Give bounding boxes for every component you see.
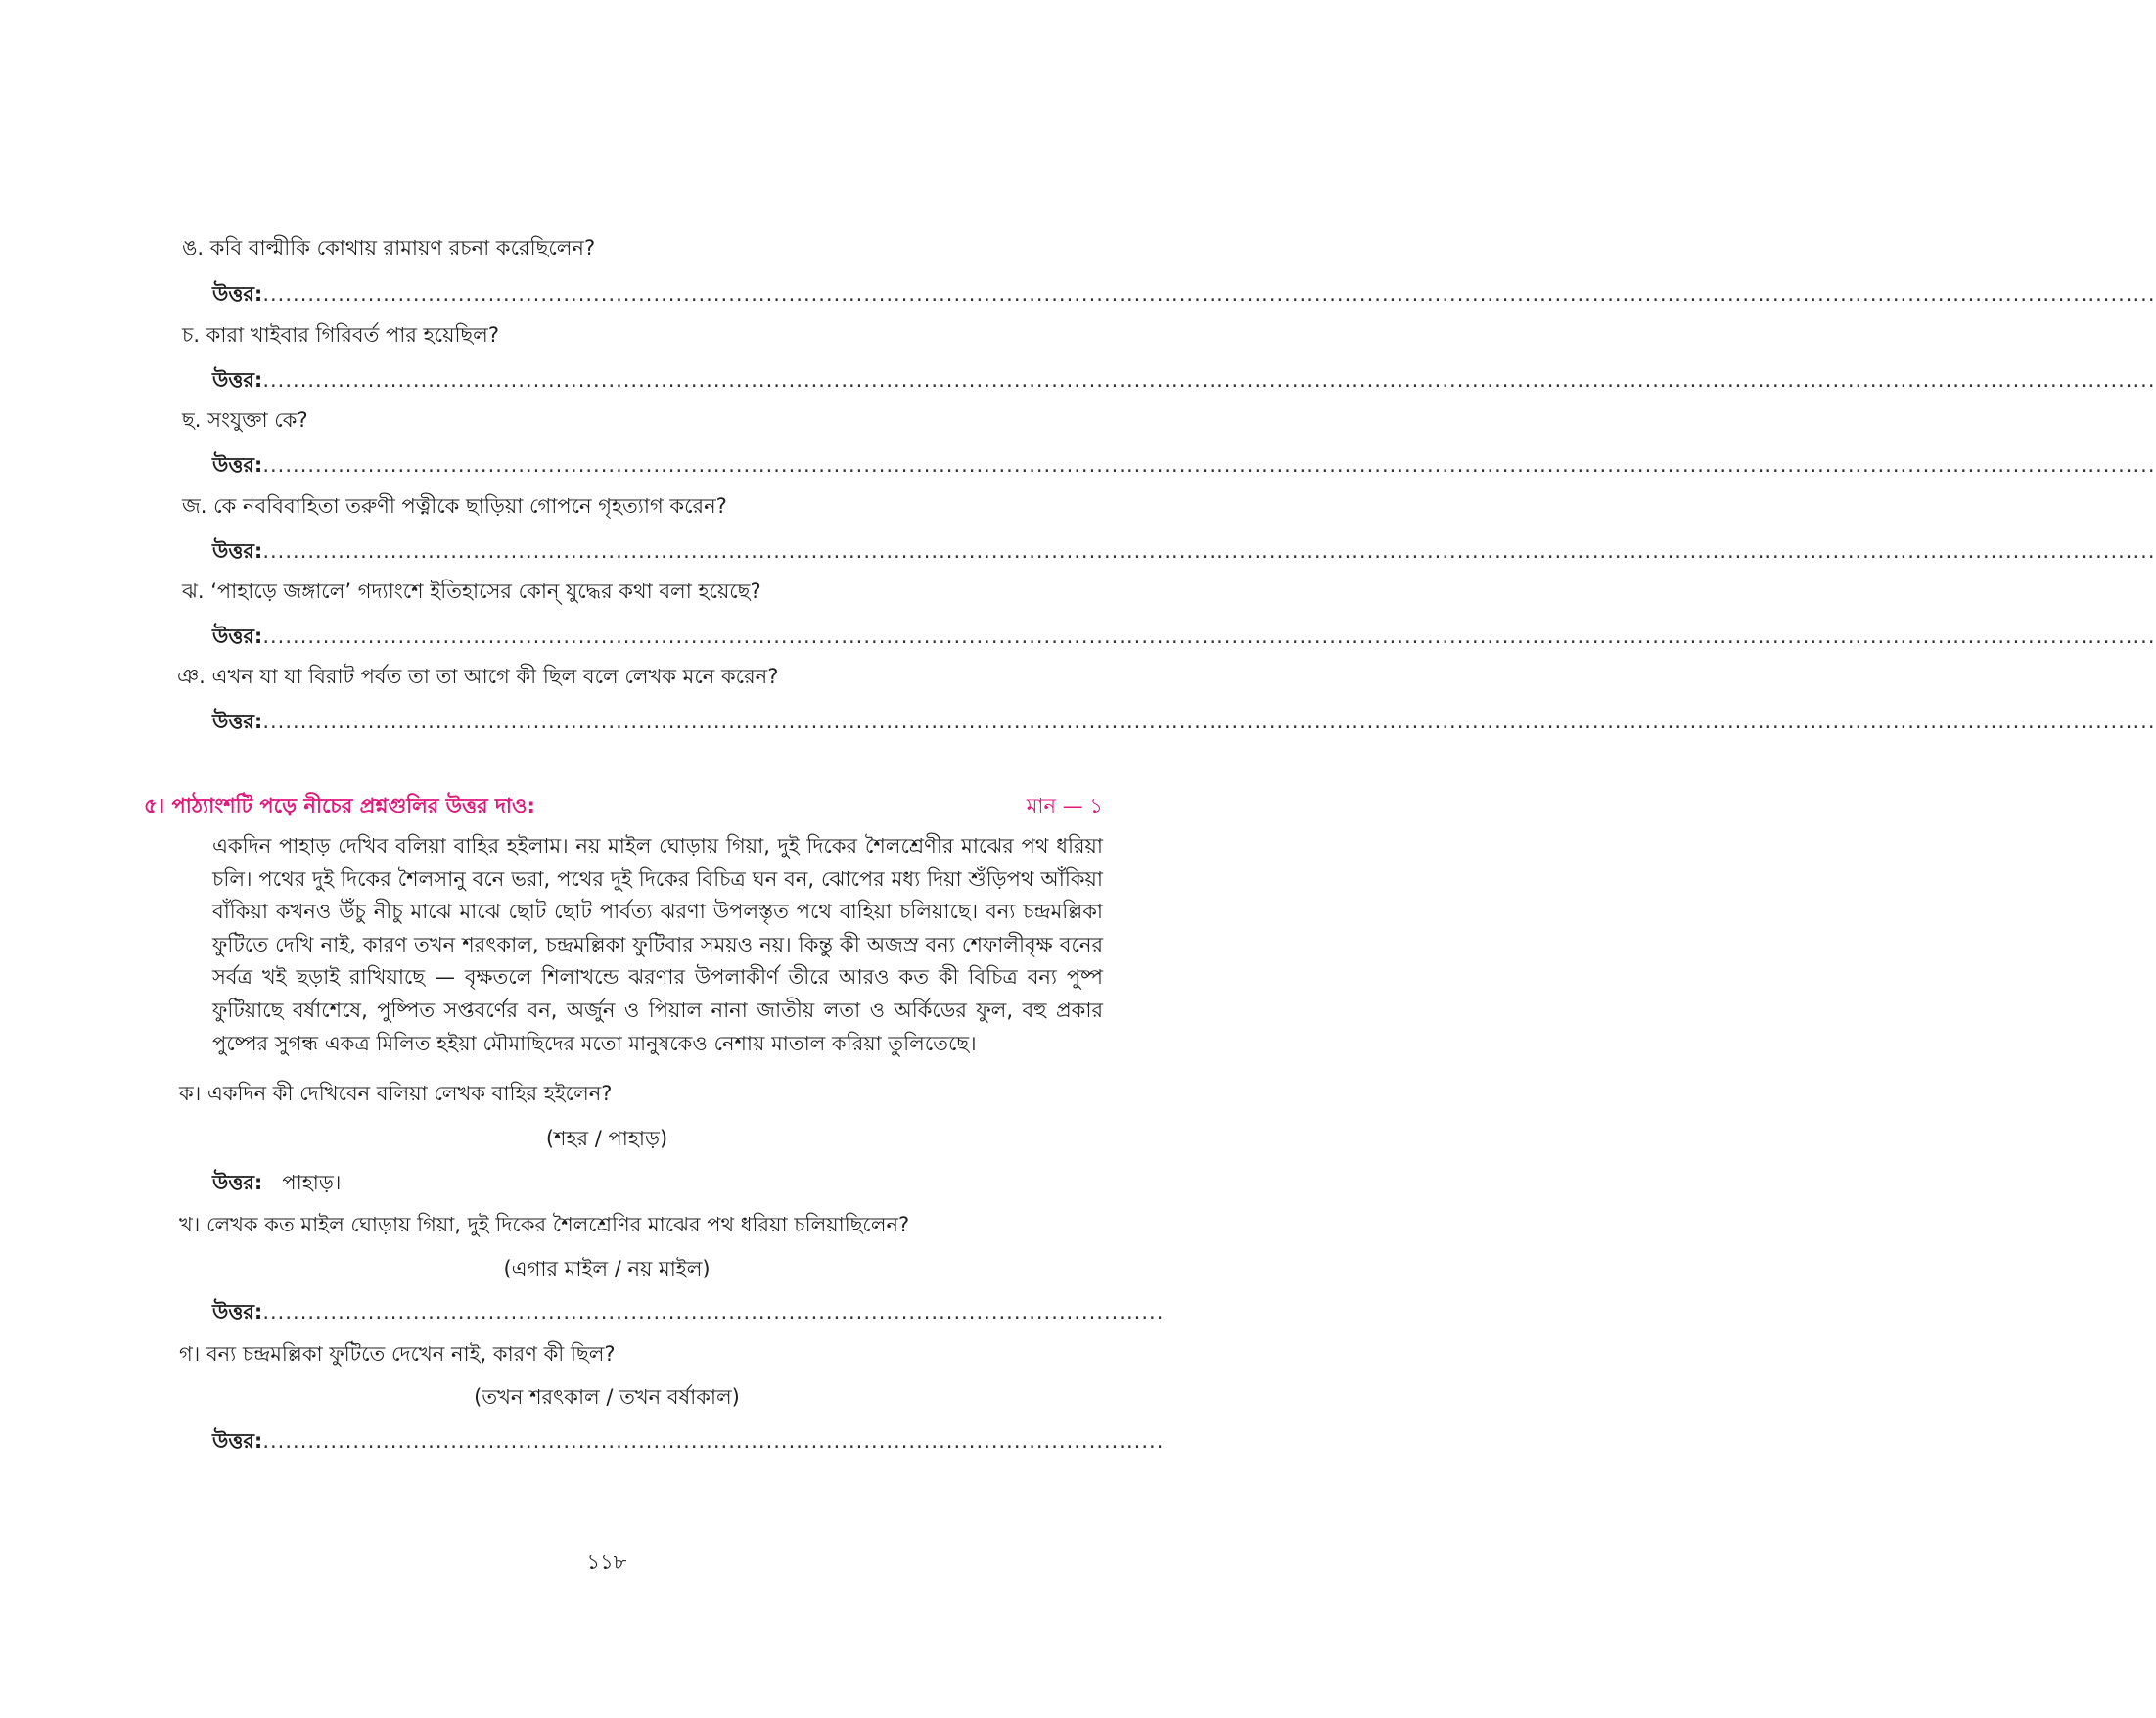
choice-options: (তখন শরৎকাল / তখন বর্ষাকাল) bbox=[474, 1385, 740, 1409]
answer-label: উত্তর: bbox=[212, 1300, 263, 1323]
answer-label: উত্তর: bbox=[212, 1171, 263, 1194]
answer-line bbox=[212, 536, 2156, 566]
question-nya: ঞ. এখন যা যা বিরাট পর্বত তা তা আগে কী ছিল বলে লেখক মনে করেন? bbox=[177, 665, 779, 688]
reading-passage: একদিন পাহাড় দেখিব বলিয়া বাহির হইলাম। নয় মাইল ঘোড়ায় গিয়া, দুই দিকের শৈলশ্রেণীর মাঝের পথ ধরিয়া চলি। পথের দুই দিকের শৈলসানু বনে ভরা, পথের দুই দিকের বিচিত্র ঘন বন, ঝোপের মধ্য দিয়া শুঁড়িপথ আঁকিয়া বাঁকিয়া কখনও উঁচু নীচু মাঝে মাঝে ছোট ছোট পার্বত্য ঝরণা উপলস্তৃত পথে বাহিয়া চলিয়াছে। বন্য চন্দ্রমল্লিকা ফুটিতে দেখি নাই, কারণ তখন শরৎকাল, চন্দ্রমল্লিকা ফুটিবার সময়ও নয়। কিন্তু কী অজস্র বন্য শেফালীবৃক্ষ বনের সর্বত্র খই ছড়াই রাখিয়াছে — বৃক্ষতলে শিলাখন্ডে ঝরণার উপলাকীর্ণ তীরে আরও কত কী বিচিত্র বন্য পুষ্প ফুটিয়াছে বর্ষাশেষে, পুষ্পিত সপ্তবর্ণের বন, অর্জুন ও পিয়াল নানা জাতীয় লতা ও অর্কিডের ফুল, বহু প্রকার পুষ্পের সুগন্ধ একত্র মিলিত হইয়া মৌমাছিদের মতো মানুষকেও নেশায় মাতাল করিয়া তুলিতেছে। bbox=[212, 834, 1103, 1055]
marks-label: মান — ১ bbox=[1026, 794, 1103, 817]
answer-label: উত্তর: bbox=[212, 539, 263, 563]
choice-options: (এগার মাইল / নয় মাইল) bbox=[503, 1257, 711, 1280]
answer-line bbox=[212, 622, 2156, 651]
answer-label: উত্তর: bbox=[212, 453, 263, 477]
question-ja: জ. কে নববিবাহিতা তরুণী পত্নীকে ছাড়িয়া গোপনে গৃহত্যাগ করেন? bbox=[182, 494, 727, 518]
answer-line bbox=[212, 1297, 1165, 1326]
page-number: ১১৮ bbox=[586, 1551, 627, 1574]
section-heading bbox=[144, 790, 1103, 821]
answer-value: পাহাড়। bbox=[282, 1171, 342, 1194]
answer-label: উত্তর: bbox=[212, 625, 263, 648]
answer-label: উত্তর: bbox=[212, 282, 263, 305]
answer-dots[interactable]: ............................................................................................................................................................................................................................................................ bbox=[262, 282, 2156, 305]
answer-line bbox=[212, 707, 2156, 736]
answer-dots[interactable]: ............................................................................................................................................................................................................................................................ bbox=[262, 710, 2156, 733]
question-ka: ক। একদিন কী দেখিবেন বলিয়া লেখক বাহির হইলেন? bbox=[179, 1082, 613, 1105]
answer-label: উত্তর: bbox=[212, 710, 263, 733]
answer-line bbox=[212, 279, 2156, 308]
question-cha: চ. কারা খাইবার গিরিবর্ত পার হয়েছিল? bbox=[182, 323, 499, 347]
answer-label: উত্তর: bbox=[212, 1429, 263, 1453]
question-ga: গ। বন্য চন্দ্রমল্লিকা ফুটিতে দেখেন নাই, কারণ কী ছিল? bbox=[179, 1342, 616, 1366]
question-nga: ঙ. কবি বাল্মীকি কোথায় রামায়ণ রচনা করেছিলেন? bbox=[182, 236, 596, 259]
answer-dots[interactable]: ............................................................................................................................................................................................................................................................ bbox=[262, 453, 2156, 477]
choice-options: (শহর / পাহাড়) bbox=[545, 1127, 668, 1150]
answer-dots[interactable]: ............................................................................................................................................................................................................................................................ bbox=[262, 368, 2156, 392]
question-kha: খ। লেখক কত মাইল ঘোড়ায় গিয়া, দুই দিকের শৈলশ্রেণির মাঝের পথ ধরিয়া চলিয়াছিলেন? bbox=[179, 1213, 910, 1236]
answer-line bbox=[212, 450, 2156, 480]
answer-dots[interactable]: ........................................................................................................................ bbox=[262, 1429, 1165, 1453]
answer-line bbox=[212, 1426, 1165, 1456]
question-jha: ঝ. ‘পাহাড়ে জঙ্গালে’ গদ্যাংশে ইতিহাসের কোন্ যুদ্ধের কথা বলা হয়েছে? bbox=[182, 580, 761, 603]
answer-label: উত্তর: bbox=[212, 368, 263, 392]
answer-dots[interactable]: ............................................................................................................................................................................................................................................................ bbox=[262, 625, 2156, 648]
answer-line bbox=[212, 365, 2156, 395]
question-chha: ছ. সংযুক্তা কে? bbox=[182, 408, 308, 432]
section-title: ৫। পাঠ্যাংশটি পড়ে নীচের প্রশ্নগুলির উত্তর দাও: bbox=[144, 794, 535, 817]
answer-line bbox=[212, 1168, 341, 1197]
answer-dots[interactable]: ........................................................................................................................ bbox=[262, 1300, 1165, 1323]
answer-dots[interactable]: ............................................................................................................................................................................................................................................................ bbox=[262, 539, 2156, 563]
